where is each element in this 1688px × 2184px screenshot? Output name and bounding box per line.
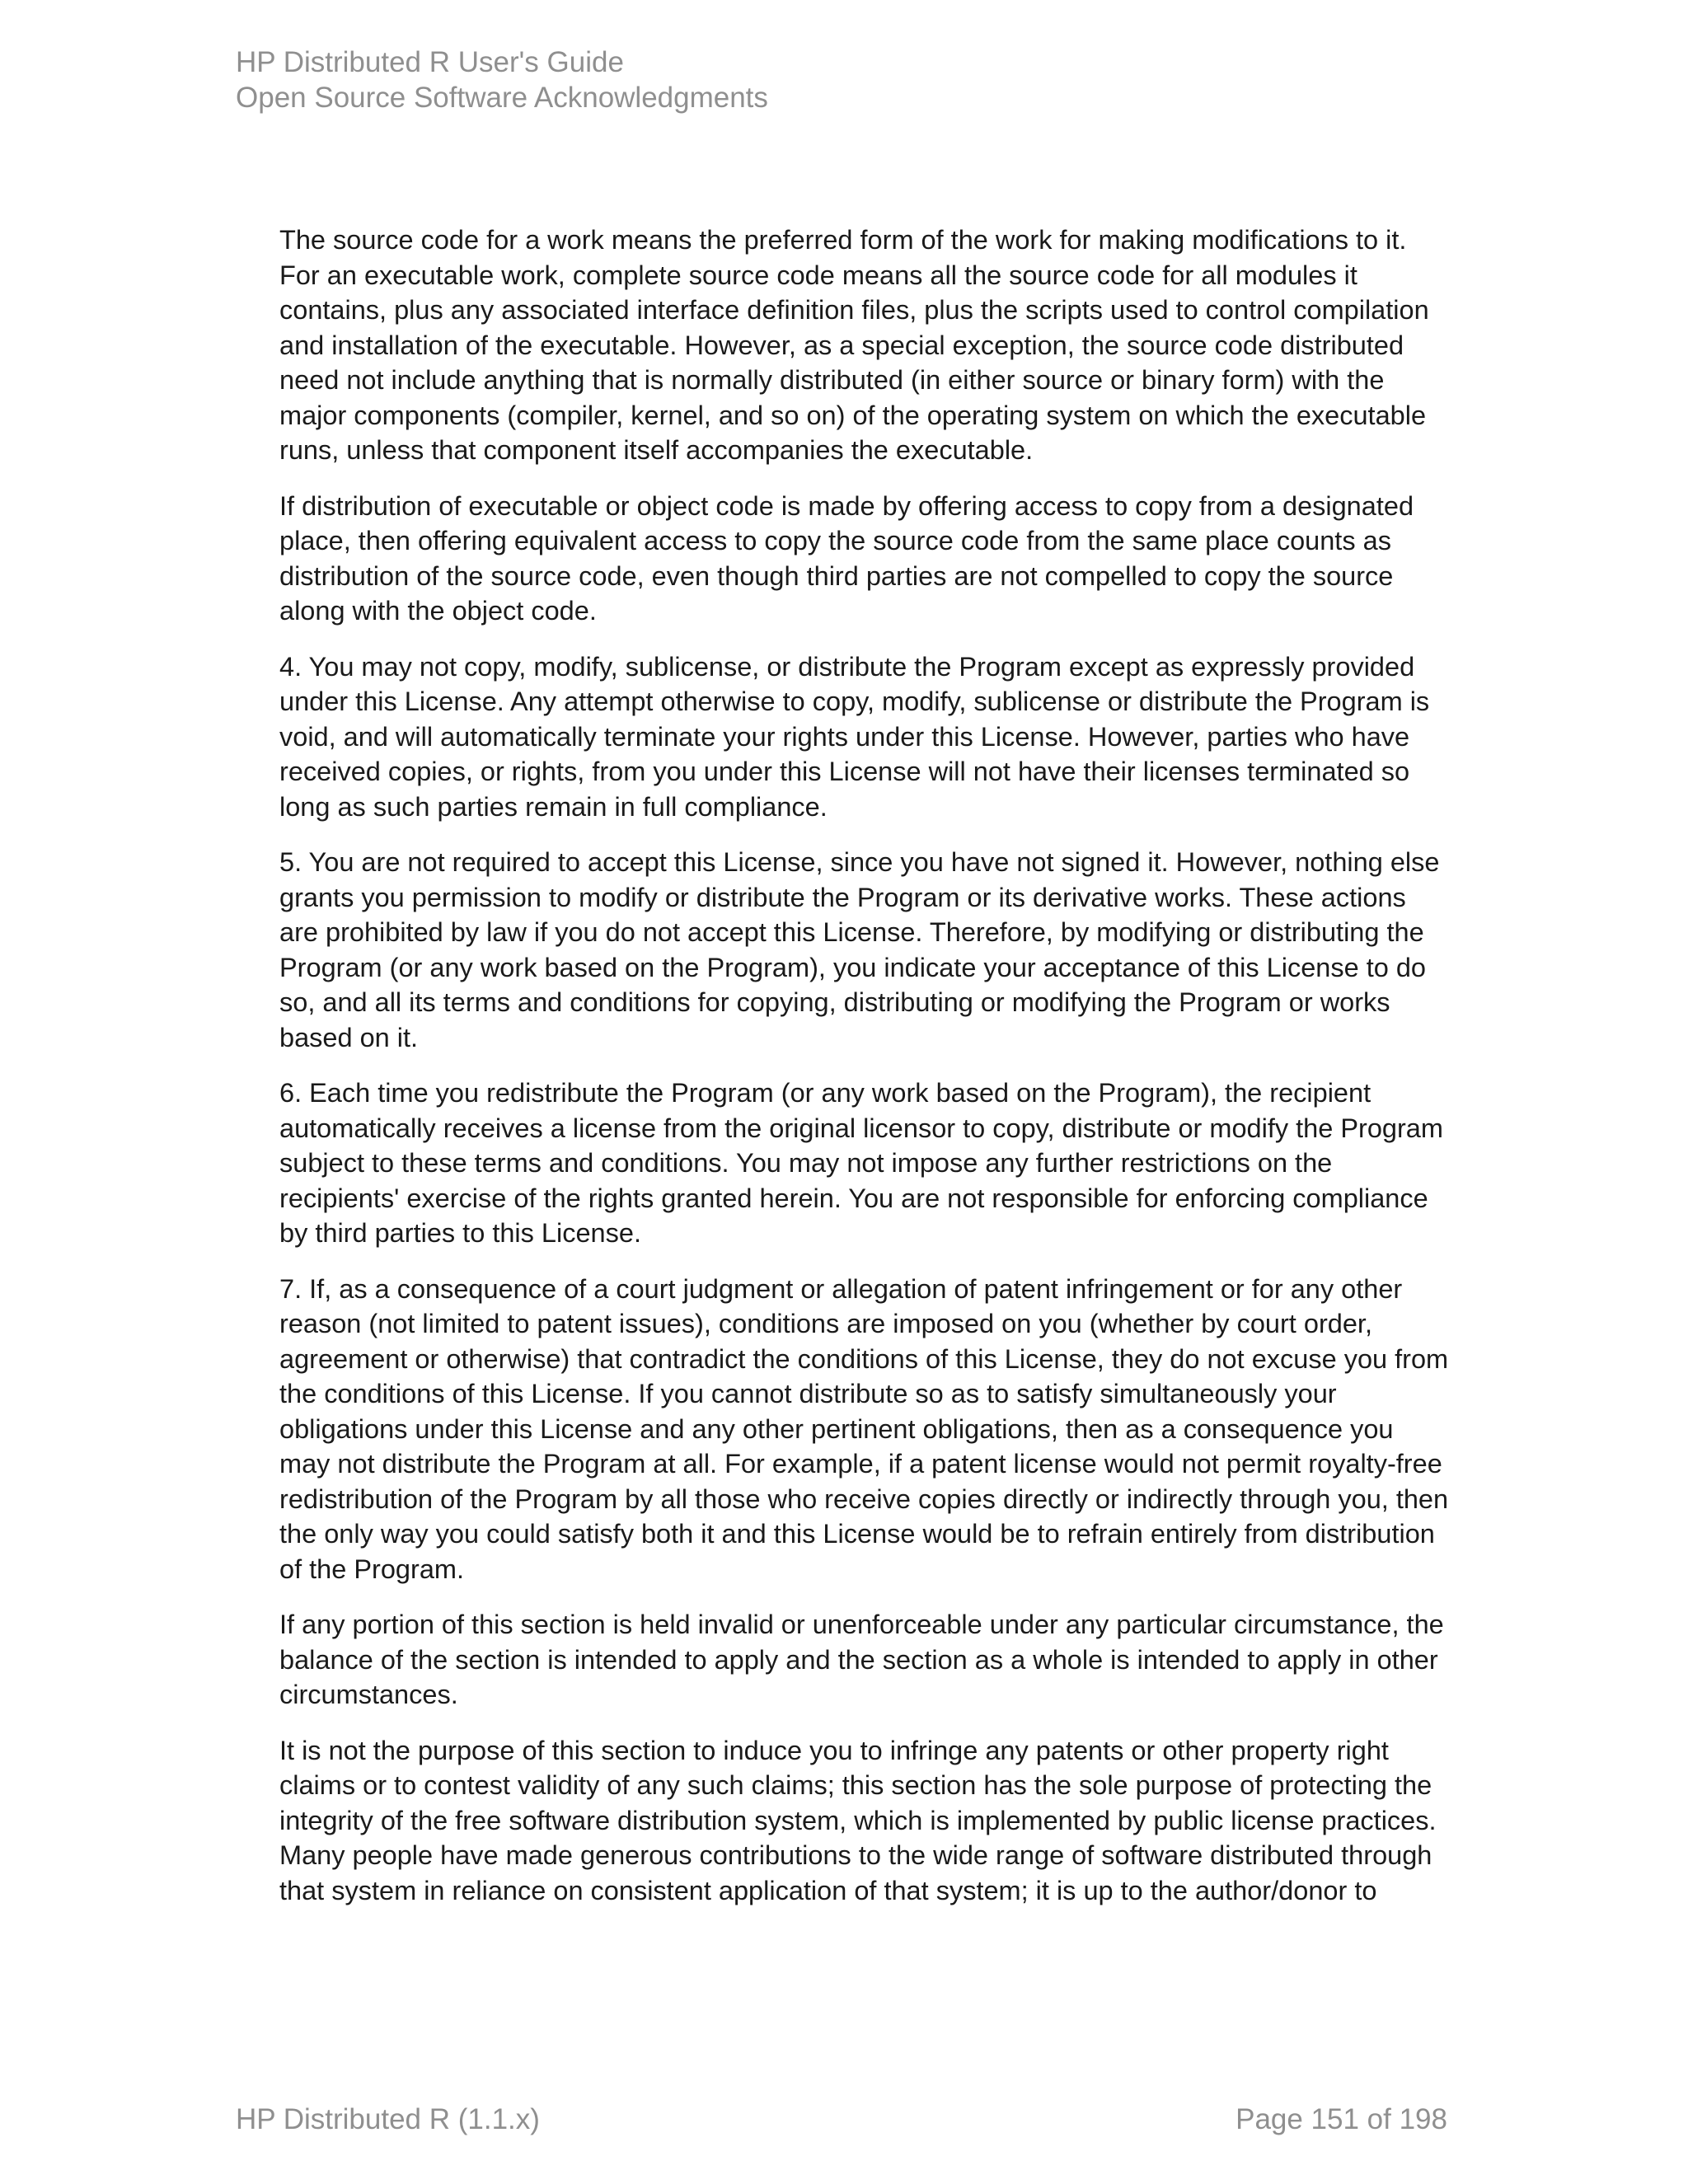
paragraph: 6. Each time you redistribute the Program (or any work based on the Program), the recipient automatically receives a license from the original licensor to copy, distribute or modify the Program subject to these terms and conditions. You may not impose any further restrictions on the recipients' exercise of the rights granted herein. You are not responsible for enforcing compliance by third parties to this License. [279, 1078, 1443, 1248]
product-version: HP Distributed R (1.1.x) [236, 2103, 540, 2135]
paragraph: 4. You may not copy, modify, sublicense, or distribute the Program except as expressly provided under this License. Any attempt otherwise to copy, modify, sublicense or distribute the Program is void, and will automatically terminate your rights under this License. However, parties who have received copies, or rights, from you under this License will not have their licenses terminated so long as such parties remain in full compliance. [279, 651, 1430, 822]
paragraph: 5. You are not required to accept this License, since you have not signed it. However, nothing else grants you permission to modify or distribute the Program or its derivative works. These actions are prohibited by law if you do not accept this License. Therefore, by modifying or distributing the Program (or any work based on the Program), you indicate your acceptance of this License to do so, and all its terms and conditions for copying, distributing or modifying the Program or works based on it. [279, 847, 1440, 1052]
paragraph: 7. If, as a consequence of a court judgment or allegation of patent infringement or for any other reason (not limited to patent issues), conditions are imposed on you (whether by court order, agreement or otherwise) that contradict the conditions of this License, they do not excuse you from the conditions of this License. If you cannot distribute so as to satisfy simultaneously your obligations under this License and any other pertinent obligations, then as a consequence you may not distribute the Program at all. For example, if a patent license would not permit royalty-free redistribution of the Program by all those who receive copies directly or indirectly through you, then the only way you could satisfy both it and this License would be to refrain entirely from distribution of the Program. [279, 1273, 1449, 1584]
page-number: Page 151 of 198 [1236, 2103, 1447, 2135]
paragraph: The source code for a work means the preferred form of the work for making modifications to it. For an executable work, complete source code means all the source code for all modules it contains, plus any associated interface definition files, plus the scripts used to control compilation and installation of the executable. However, as a special exception, the source code distributed need not include anything that is normally distributed (in either source or binary form) with the major components (compiler, kernel, and so on) of the operating system on which the executable runs, unless that component itself accompanies the executable. [279, 225, 1429, 465]
paragraph: If any portion of this section is held invalid or unenforceable under any particular circumstance, the balance of the section is intended to apply and the section as a whole is intended to apply in other circumstances. [279, 1610, 1444, 1709]
body-text [279, 223, 1450, 1929]
section-title: Open Source Software Acknowledgments [236, 82, 768, 114]
running-header [236, 45, 768, 115]
paragraph: If distribution of executable or object code is made by offering access to copy from a designated place, then offering equivalent access to copy the source code from the same place counts as distribution of the source code, even though third parties are not compelled to copy the source along with the object code. [279, 490, 1414, 626]
paragraph: It is not the purpose of this section to induce you to infringe any patents or other property right claims or to contest validity of any such claims; this section has the sole purpose of protecting the integrity of the free software distribution system, which is implemented by public license practices. Many people have made generous contributions to the wide range of software distributed through that system in reliance on consistent application of that system; it is up to the author/donor to [279, 1735, 1437, 1905]
document-title: HP Distributed R User's Guide [236, 46, 624, 78]
